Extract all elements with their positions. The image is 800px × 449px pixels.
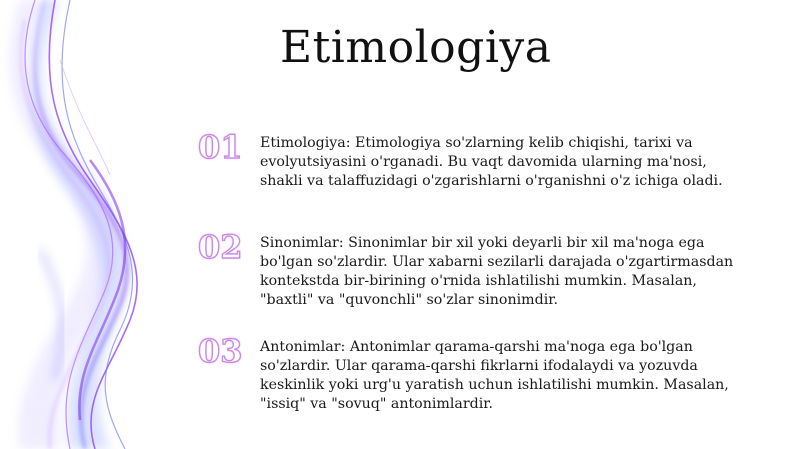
purple-smoke-decoration — [0, 0, 200, 449]
item-number: 01 — [198, 128, 243, 166]
item-text: Sinonimlar: Sinonimlar bir xil yoki deyarli bir xil ma'noga ega bo'lgan so'zlardir. Ular xabarni sezilarli darajada o'zgartirmasdan kontekstda bir-birining o'rnida ishlatilishi mumkin. Masalan, "baxtli" va "quvonchli" so'zlar sinonimdir. — [260, 235, 734, 308]
page-title: Etimologiya — [280, 22, 552, 73]
item-number: 03 — [198, 332, 243, 370]
item-number: 02 — [198, 228, 243, 266]
item-text: Etimologiya: Etimologiya so'zlarning kelib chiqishi, tarixi va evolyutsiyasini o'rganadi. Bu vaqt davomida ularning ma'nosi, shakli va talaffuzidagi o'zgarishlarni o'rganishni o'z ichiga oladi. — [260, 135, 723, 189]
item-text: Antonimlar: Antonimlar qarama-qarshi ma'noga ega bo'lgan so'zlardir. Ular qarama-qarshi fikrlarni ifodalaydi va yozuvda keskinlik yoki urg'u yaratish uchun ishlatilishi mumkin. Masalan, "issiq" va "sovuq" antonimlardir. — [260, 339, 729, 412]
